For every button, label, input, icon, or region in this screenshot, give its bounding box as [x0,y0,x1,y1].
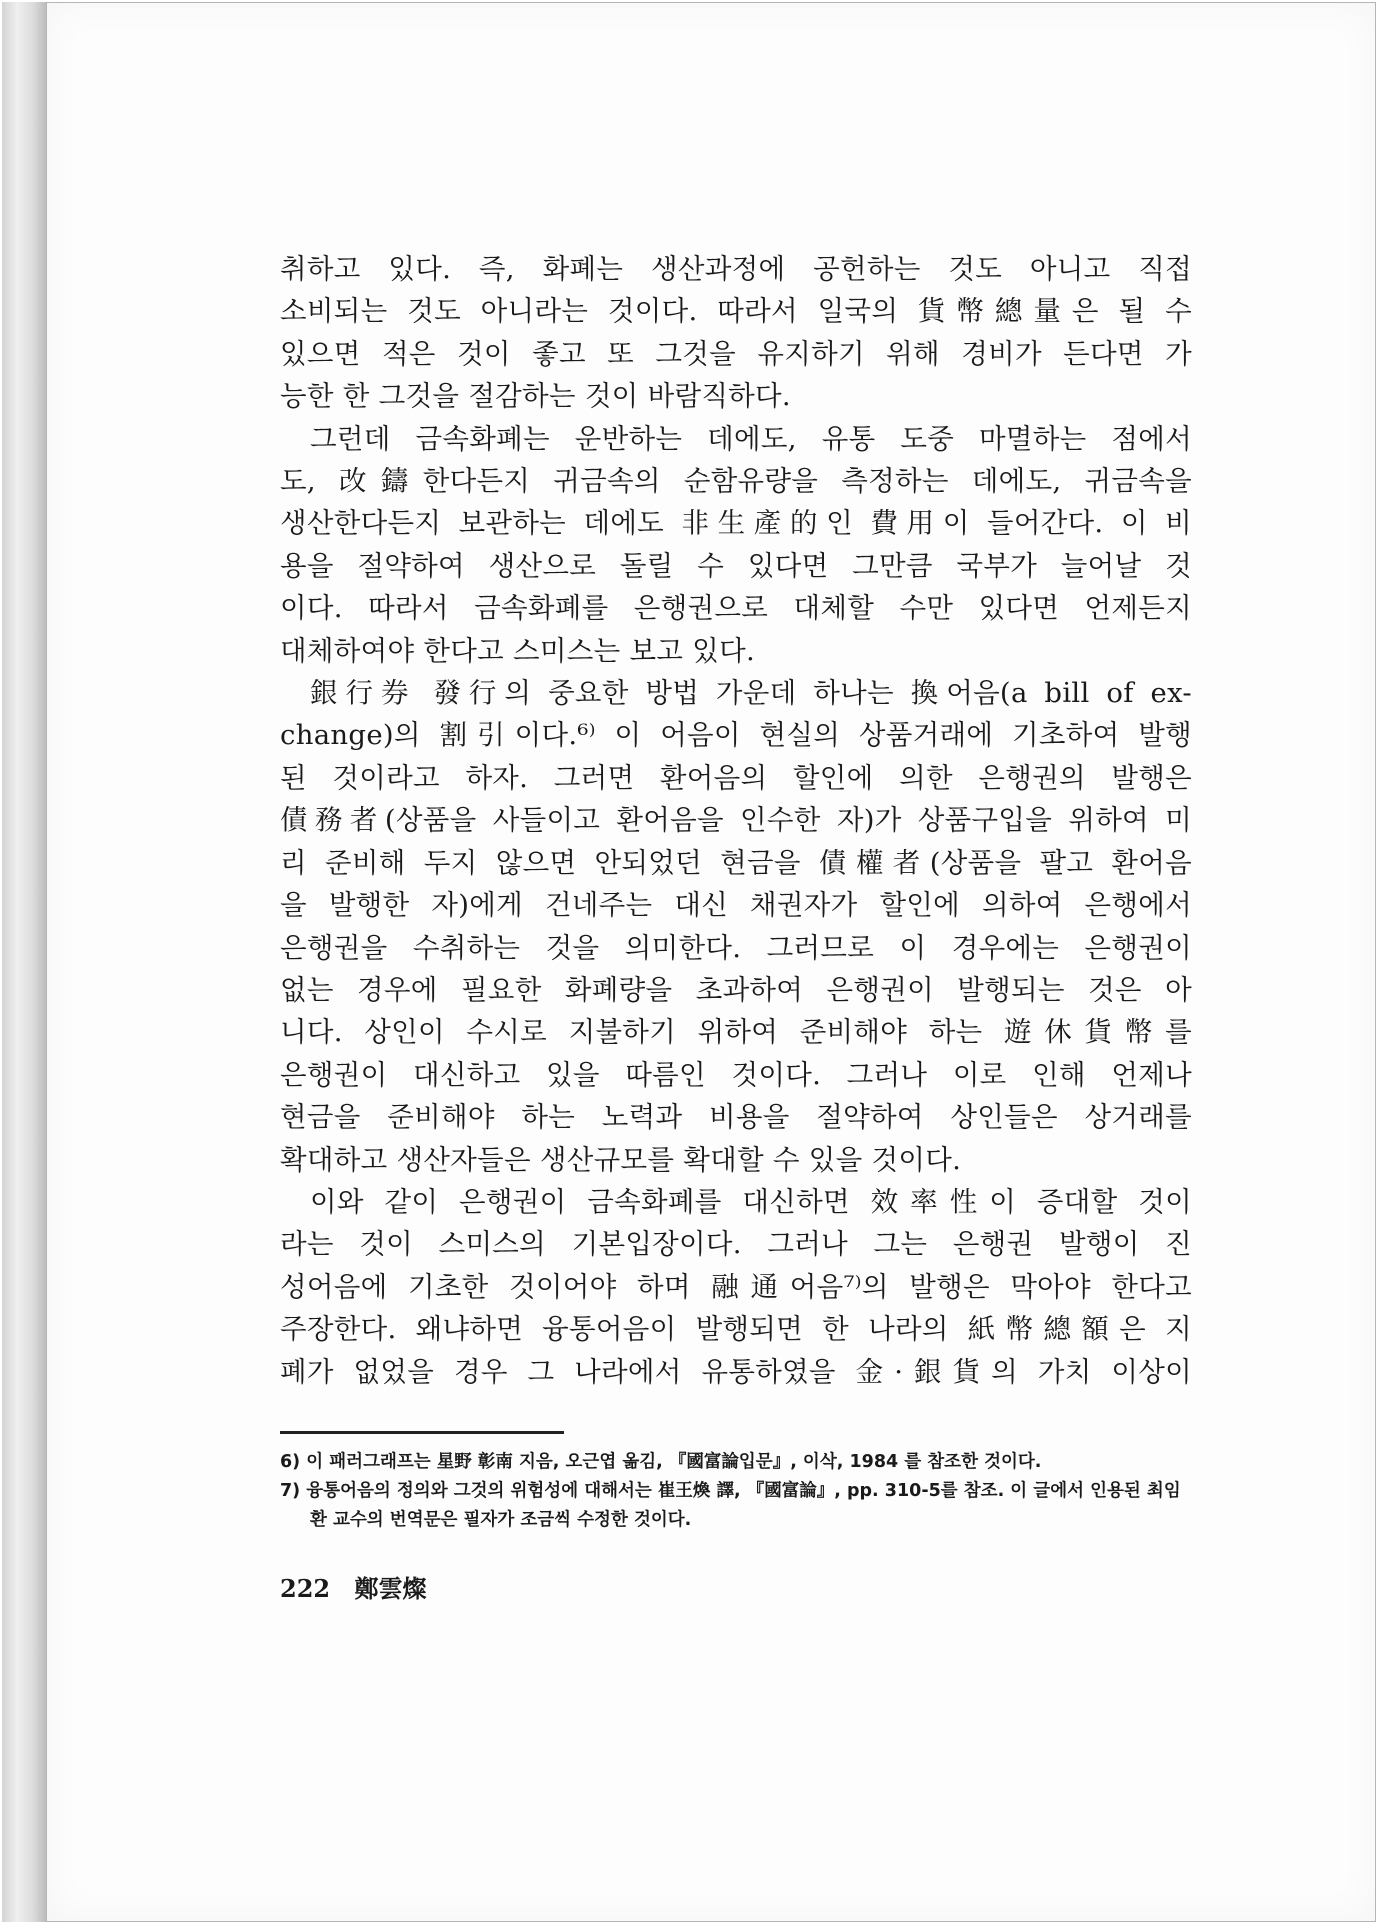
page-footer [280,1569,1192,1604]
page-number: 222 [280,1573,331,1603]
book-spine-edge [2,2,47,1922]
text-line: 그런데 금속화폐는 운반하는 데에도, 유통 도중 마멸하는 점에서 [310,422,1192,455]
text-line: 소비되는 것도 아니라는 것이다. 따라서 일국의 貨幣總量은 될 수 [280,295,1192,328]
text-line: 도, 改鑄한다든지 귀금속의 순함유량을 측정하는 데에도, 귀금속을 [280,465,1192,498]
paragraph-1 [280,248,1192,418]
text-line: 대체하여야 한다고 스미스는 보고 있다. [280,634,756,667]
page-content [280,248,1192,1604]
text-line: 용을 절약하여 생산으로 돌릴 수 있다면 그만큼 국부가 늘어날 것 [280,549,1192,582]
text-line: 없는 경우에 필요한 화폐량을 초과하여 은행권이 발행되는 것은 아 [280,973,1192,1006]
text-line: 을 발행한 자)에게 건네주는 대신 채권자가 할인에 의하여 은행에서 [280,889,1192,922]
text-line: 은행권이 대신하고 있을 따름인 것이다. 그러나 이로 인해 언제나 [280,1058,1192,1091]
text-line: 성어음에 기초한 것이어야 하며 融通어음⁷⁾의 발행은 막아야 한다고 [280,1270,1193,1303]
text-line: 이와 같이 은행권이 금속화폐를 대신하면 效率性이 증대할 것이 [310,1185,1192,1218]
text-line: 취하고 있다. 즉, 화폐는 생산과정에 공헌하는 것도 아니고 직접 [280,253,1192,285]
footnote-divider [280,1431,564,1434]
paragraph-3 [280,672,1192,1181]
paragraph-4 [280,1181,1192,1393]
text-line: 라는 것이 스미스의 기본입장이다. 그러나 그는 은행권 발행이 진 [280,1228,1192,1261]
text-line: 이다. 따라서 금속화폐를 은행권으로 대체할 수만 있다면 언제든지 [280,592,1192,625]
text-line: 銀行券 發行의 중요한 방법 가운데 하나는 換어음(a bill of ex- [310,677,1192,710]
footnote-7: 7) 융통어음의 정의와 그것의 위험성에 대해서는 崔王煥 譯, 『國富論』, pp. 310-5를 참조. 이 글에서 인용된 최임환 교수의 번역문은 필자가 조금씩 수정한 것이다. [280,1480,1181,1530]
text-line: 債務者(상품을 사들이고 환어음을 인수한 자)가 상품구입을 위하여 미 [280,804,1192,837]
text-line: 있으면 적은 것이 좋고 또 그것을 유지하기 위해 경비가 든다면 가 [280,337,1192,370]
text-line: 확대하고 생산자들은 생산규모를 확대할 수 있을 것이다. [280,1143,962,1176]
text-line: 니다. 상인이 수시로 지불하기 위하여 준비해야 하는 遊休貨幣를 [280,1016,1192,1049]
running-author: 鄭雲燦 [354,1573,427,1603]
text-line: 능한 한 그것을 절감하는 것이 바람직하다. [280,380,791,413]
text-line: 생산한다든지 보관하는 데에도 非生產的인 費用이 들어간다. 이 비 [280,507,1192,540]
paragraph-2 [280,418,1192,672]
text-line: 주장한다. 왜냐하면 융통어음이 발행되면 한 나라의 紙幣總額은 지 [280,1313,1192,1346]
text-line: 현금을 준비해야 하는 노력과 비용을 절약하여 상인들은 상거래를 [280,1101,1192,1134]
text-line: 폐가 없었을 경우 그 나라에서 유통하였을 金·銀貨의 가치 이상이 [280,1355,1192,1388]
footnote-6: 6) 이 패러그래프는 星野 彰南 지음, 오근엽 옮김, 『國富論입문』, 이삭, 1984 를 참조한 것이다. [280,1451,1042,1472]
text-line: 은행권을 수취하는 것을 의미한다. 그러므로 이 경우에는 은행권이 [280,931,1192,964]
text-line: 리 준비해 두지 않으면 안되었던 현금을 債權者(상품을 팔고 환어음 [280,846,1192,879]
text-line: 된 것이라고 하자. 그러면 환어음의 할인에 의한 은행권의 발행은 [280,761,1192,794]
text-line: change)의 割引이다.⁶⁾ 이 어음이 현실의 상품거래에 기초하여 발행 [280,719,1192,752]
